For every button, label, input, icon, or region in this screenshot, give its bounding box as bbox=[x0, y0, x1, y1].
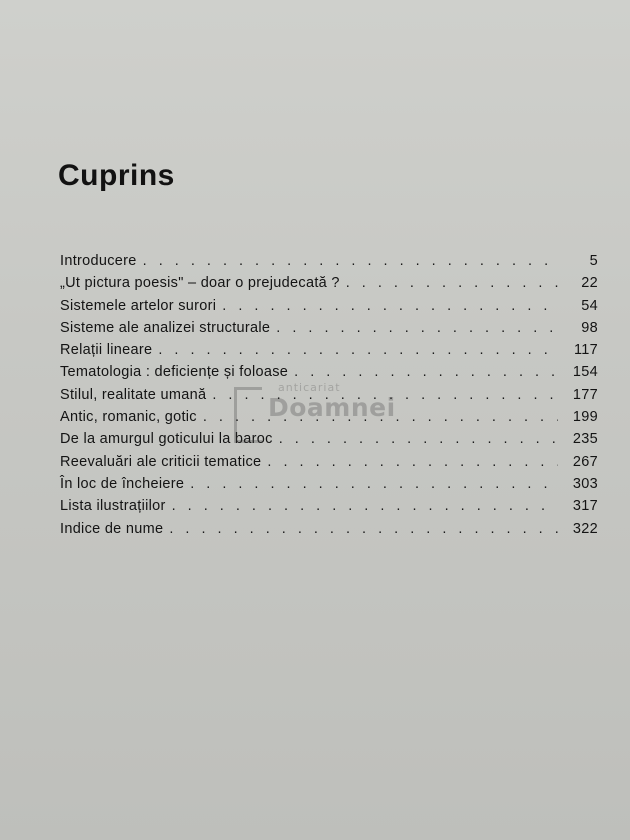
toc-entry bbox=[60, 295, 598, 317]
toc-entry bbox=[60, 317, 598, 339]
toc-entry bbox=[60, 384, 598, 406]
toc-page-number: 322 bbox=[572, 520, 598, 537]
watermark-large-text: Doamnei bbox=[268, 393, 396, 422]
toc-entry-title: De la amurgul goticului la baroc bbox=[60, 431, 273, 448]
toc-leader-dots bbox=[169, 518, 558, 540]
toc-entry bbox=[60, 518, 598, 540]
toc-page-number: 303 bbox=[572, 475, 598, 492]
toc-entry-title: Tematologia : deficiențe și foloase bbox=[60, 364, 289, 381]
toc-leader-dots bbox=[267, 451, 558, 473]
toc-leader-dots bbox=[158, 339, 558, 361]
table-of-contents bbox=[60, 250, 598, 540]
toc-page-number: 177 bbox=[572, 386, 598, 403]
watermark-small-text: anticariat bbox=[278, 381, 341, 394]
toc-page-number: 98 bbox=[581, 319, 598, 336]
page-title: Cuprins bbox=[58, 159, 175, 192]
toc-entry-title: Sistemele artelor surori bbox=[60, 297, 217, 314]
toc-entry bbox=[60, 361, 598, 383]
toc-entry bbox=[60, 473, 598, 495]
toc-entry-title: Antic, romanic, gotic bbox=[60, 409, 197, 426]
toc-leader-dots bbox=[203, 406, 558, 428]
toc-page-number: 317 bbox=[572, 498, 598, 515]
toc-page-number: 117 bbox=[573, 342, 598, 359]
toc-entry-title: Reevaluări ale criticii tematice bbox=[60, 453, 262, 470]
toc-leader-dots bbox=[172, 495, 558, 517]
toc-page-number: 199 bbox=[572, 409, 598, 426]
toc-entry-title: Relații lineare bbox=[60, 342, 153, 359]
toc-entry-title: „Ut pictura poesis" – doar o prejudecată ? bbox=[60, 275, 340, 292]
toc-entry-title: Lista ilustrațiilor bbox=[60, 498, 166, 515]
show-through-text bbox=[342, 0, 612, 190]
toc-entry bbox=[60, 250, 598, 272]
toc-entry-title: Sisteme ale analizei structurale bbox=[60, 319, 271, 336]
toc-leader-dots bbox=[190, 473, 558, 495]
toc-page-number: 5 bbox=[589, 253, 598, 269]
toc-entry bbox=[60, 406, 598, 428]
toc-page-number: 54 bbox=[581, 297, 598, 314]
toc-entry bbox=[60, 428, 598, 450]
toc-leader-dots bbox=[222, 295, 558, 317]
toc-entry bbox=[60, 495, 598, 517]
toc-entry-title: Indice de nume bbox=[60, 520, 164, 537]
toc-leader-dots bbox=[276, 317, 558, 339]
toc-leader-dots bbox=[279, 428, 558, 450]
toc-entry bbox=[60, 451, 598, 473]
toc-leader-dots bbox=[143, 250, 558, 272]
toc-leader-dots bbox=[212, 384, 558, 406]
toc-page-number: 267 bbox=[572, 453, 598, 470]
toc-leader-dots bbox=[294, 361, 558, 383]
toc-entry-title: Introducere bbox=[60, 253, 137, 269]
toc-leader-dots bbox=[346, 272, 558, 294]
toc-page-number: 235 bbox=[572, 431, 598, 448]
toc-entry bbox=[60, 339, 598, 361]
toc-page-number: 22 bbox=[581, 275, 598, 292]
toc-entry bbox=[60, 272, 598, 294]
toc-entry-title: Stilul, realitate umană bbox=[60, 386, 207, 403]
toc-entry-title: În loc de încheiere bbox=[60, 475, 185, 492]
toc-page-number: 154 bbox=[572, 364, 598, 381]
